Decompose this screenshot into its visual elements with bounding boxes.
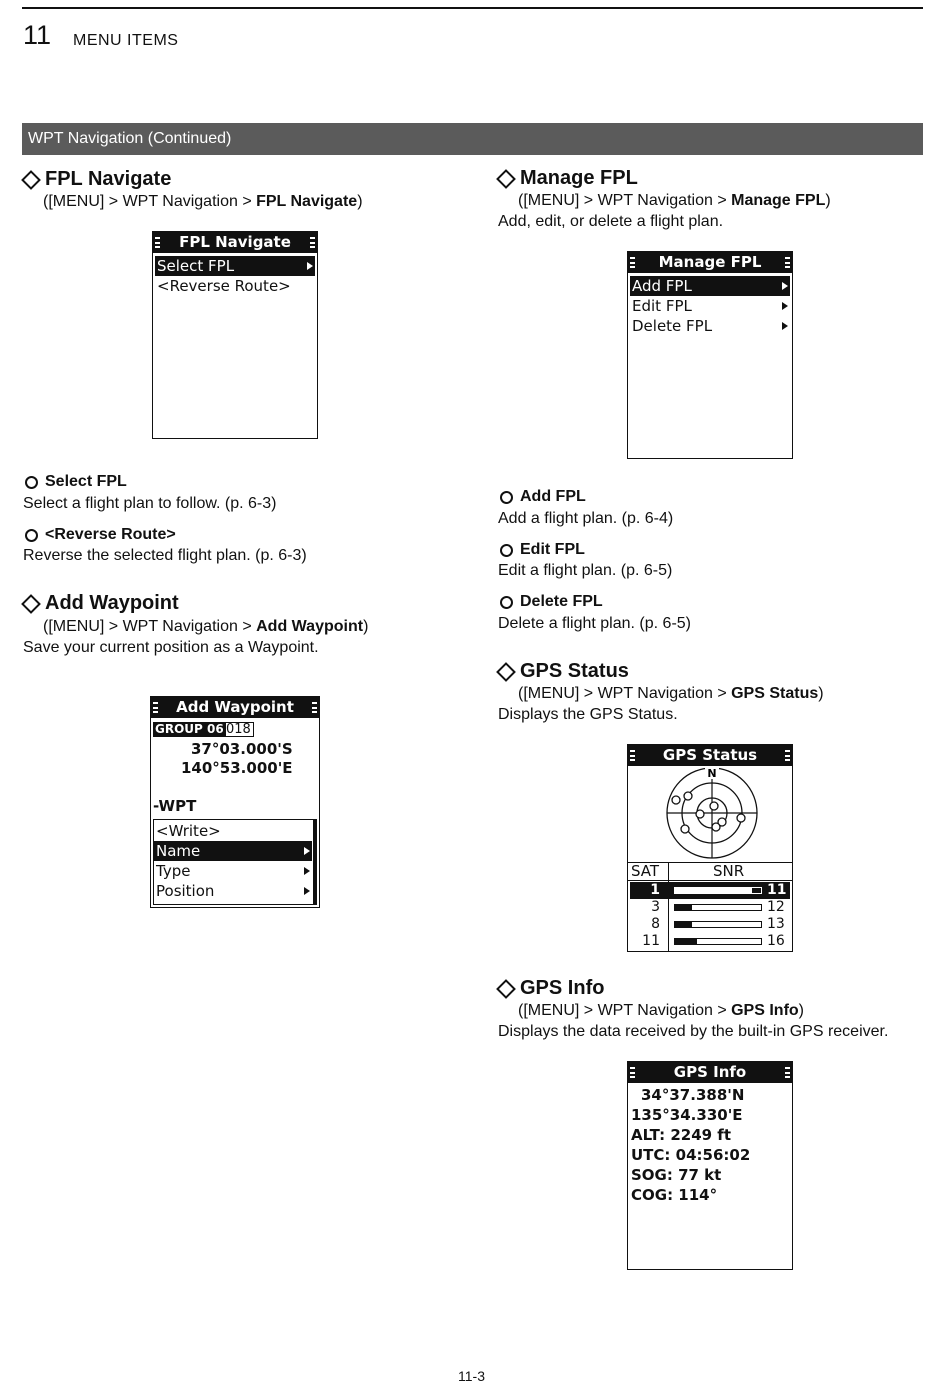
menu-item-edit-fpl[interactable]: Edit FPL — [630, 296, 790, 316]
menu-glyph-icon — [630, 1067, 635, 1078]
menu-glyph-icon — [153, 702, 158, 713]
gps-info-heading-text: GPS Info — [520, 977, 605, 999]
circle-bullet-icon — [25, 529, 38, 542]
circle-bullet-icon — [25, 476, 38, 489]
arrow-right-icon — [782, 302, 788, 310]
menu-glyph-icon — [310, 237, 315, 248]
edit-fpl-heading: Edit FPL — [498, 541, 585, 559]
manage-fpl-path: ([MENU] > WPT Navigation > Manage FPL) — [518, 192, 831, 209]
chapter-number: 11 — [23, 20, 52, 50]
gps-status-screen — [627, 744, 793, 952]
north-marker: N — [707, 767, 717, 780]
screen-title-bar: GPS Status — [628, 745, 792, 766]
edit-fpl-text: Edit a flight plan. (p. 6-5) — [498, 562, 673, 579]
sat-number: 1 — [650, 882, 660, 898]
manage-fpl-text: Add, edit, or delete a flight plan. — [498, 213, 724, 230]
gps-status-path: ([MENU] > WPT Navigation > GPS Status) — [518, 685, 824, 702]
fpl-navigate-heading — [20, 168, 171, 191]
fpl-navigate-screen — [152, 231, 318, 439]
wpt-menu-list — [153, 819, 317, 905]
gps-status-heading — [495, 660, 629, 683]
snr-column-header: SNR — [713, 862, 745, 880]
section-banner-text: WPT Navigation (Continued) — [28, 130, 232, 147]
screen-title-bar: GPS Info — [628, 1062, 792, 1083]
menu-item-type[interactable]: Type — [154, 861, 312, 881]
satellite-marker — [696, 810, 704, 818]
gps-info-screen — [627, 1061, 793, 1270]
diamond-bullet-icon — [496, 169, 516, 189]
snr-value: 16 — [767, 933, 785, 949]
menu-item-write[interactable]: <Write> — [156, 822, 221, 840]
arrow-right-icon — [304, 847, 310, 855]
satellite-marker — [672, 796, 680, 804]
diamond-bullet-icon — [496, 979, 516, 999]
gps-sog: SOG: 77 kt — [631, 1166, 722, 1184]
add-waypoint-text: Save your current position as a Waypoint. — [23, 639, 319, 656]
circle-bullet-icon — [500, 596, 513, 609]
arrow-right-icon — [782, 282, 788, 290]
menu-item-add-fpl[interactable]: Add FPL — [630, 276, 790, 296]
gps-info-text: Displays the data received by the built-in GPS receiver. — [498, 1023, 889, 1040]
satellite-marker — [712, 823, 720, 831]
divider — [628, 880, 792, 881]
wpt-label: -WPT — [153, 797, 197, 815]
arrow-right-icon — [782, 322, 788, 330]
gps-longitude: 135°34.330'E — [631, 1106, 743, 1124]
satellite-marker — [710, 802, 718, 810]
snr-bar — [674, 904, 762, 911]
reverse-route-text: Reverse the selected flight plan. (p. 6-3) — [23, 547, 307, 564]
sat-number: 11 — [642, 933, 660, 949]
menu-glyph-icon — [630, 750, 635, 761]
screen-title-bar: Add Waypoint — [151, 697, 319, 718]
gps-info-heading — [495, 977, 604, 1000]
fpl-navigate-path: ([MENU] > WPT Navigation > FPL Navigate) — [43, 193, 363, 210]
add-waypoint-heading-text: Add Waypoint — [45, 592, 179, 614]
menu-glyph-icon — [785, 257, 790, 268]
menu-glyph-icon — [312, 702, 317, 713]
arrow-right-icon — [307, 262, 313, 270]
diamond-bullet-icon — [21, 594, 41, 614]
menu-item-position[interactable]: Position — [154, 881, 312, 901]
manage-fpl-screen — [627, 251, 793, 459]
add-waypoint-screen — [150, 696, 320, 908]
sat-number: 8 — [651, 916, 660, 932]
delete-fpl-heading: Delete FPL — [498, 593, 603, 611]
divider — [668, 862, 669, 952]
gps-altitude: ALT: 2249 ft — [631, 1126, 731, 1144]
section-banner — [22, 123, 923, 155]
gps-status-heading-text: GPS Status — [520, 660, 629, 682]
screen-title-bar: Manage FPL — [628, 252, 792, 273]
menu-item-delete-fpl[interactable]: Delete FPL — [630, 316, 790, 336]
reverse-route-heading: <Reverse Route> — [23, 526, 176, 544]
satellite-marker — [737, 814, 745, 822]
snr-value: 13 — [767, 916, 785, 932]
manage-fpl-heading — [495, 167, 638, 190]
arrow-right-icon — [304, 887, 310, 895]
add-waypoint-heading — [20, 592, 179, 615]
snr-value: 11 — [767, 882, 787, 898]
snr-bar — [674, 887, 762, 894]
gps-status-text: Displays the GPS Status. — [498, 706, 678, 723]
menu-glyph-icon — [155, 237, 160, 248]
page-number: 11-3 — [458, 1368, 485, 1384]
group-number-field[interactable]: 018 — [223, 722, 254, 737]
select-fpl-text: Select a flight plan to follow. (p. 6-3) — [23, 495, 277, 512]
snr-value: 12 — [767, 899, 785, 915]
add-fpl-text: Add a flight plan. (p. 6-4) — [498, 510, 674, 527]
delete-fpl-text: Delete a flight plan. (p. 6-5) — [498, 615, 691, 632]
menu-glyph-icon — [785, 750, 790, 761]
menu-glyph-icon — [785, 1067, 790, 1078]
snr-bar — [674, 938, 762, 945]
gps-info-path: ([MENU] > WPT Navigation > GPS Info) — [518, 1002, 804, 1019]
gps-latitude: 34°37.388'N — [641, 1086, 745, 1104]
arrow-right-icon — [304, 867, 310, 875]
add-waypoint-path: ([MENU] > WPT Navigation > Add Waypoint) — [43, 618, 369, 635]
fpl-navigate-heading-text: FPL Navigate — [45, 168, 172, 190]
gps-cog: COG: 114° — [631, 1186, 718, 1204]
sat-column-header: SAT — [631, 862, 660, 880]
circle-bullet-icon — [500, 491, 513, 504]
satellite-marker — [681, 825, 689, 833]
satellite-marker — [684, 792, 692, 800]
manage-fpl-heading-text: Manage FPL — [520, 167, 638, 189]
screen-title-bar: FPL Navigate — [153, 232, 317, 253]
sat-number: 3 — [651, 899, 660, 915]
select-fpl-heading: Select FPL — [23, 473, 127, 491]
gps-utc: UTC: 04:56:02 — [631, 1146, 751, 1164]
menu-glyph-icon — [630, 257, 635, 268]
diamond-bullet-icon — [21, 170, 41, 190]
snr-bar — [674, 921, 762, 928]
add-fpl-heading: Add FPL — [498, 488, 586, 506]
longitude-value: 140°53.000'E — [181, 759, 293, 777]
chapter-title: MENU ITEMS — [73, 32, 179, 49]
menu-item-select-fpl[interactable]: Select FPL — [155, 256, 315, 276]
menu-item-reverse-route[interactable]: <Reverse Route> — [157, 277, 291, 295]
top-rule — [22, 7, 923, 9]
scrollbar[interactable] — [313, 820, 316, 904]
group-label: GROUP 06 — [155, 722, 224, 736]
satellite-sky-plot — [628, 766, 792, 862]
circle-bullet-icon — [500, 544, 513, 557]
latitude-value: 37°03.000'S — [191, 740, 293, 758]
menu-item-name[interactable]: Name — [154, 841, 312, 861]
diamond-bullet-icon — [496, 662, 516, 682]
